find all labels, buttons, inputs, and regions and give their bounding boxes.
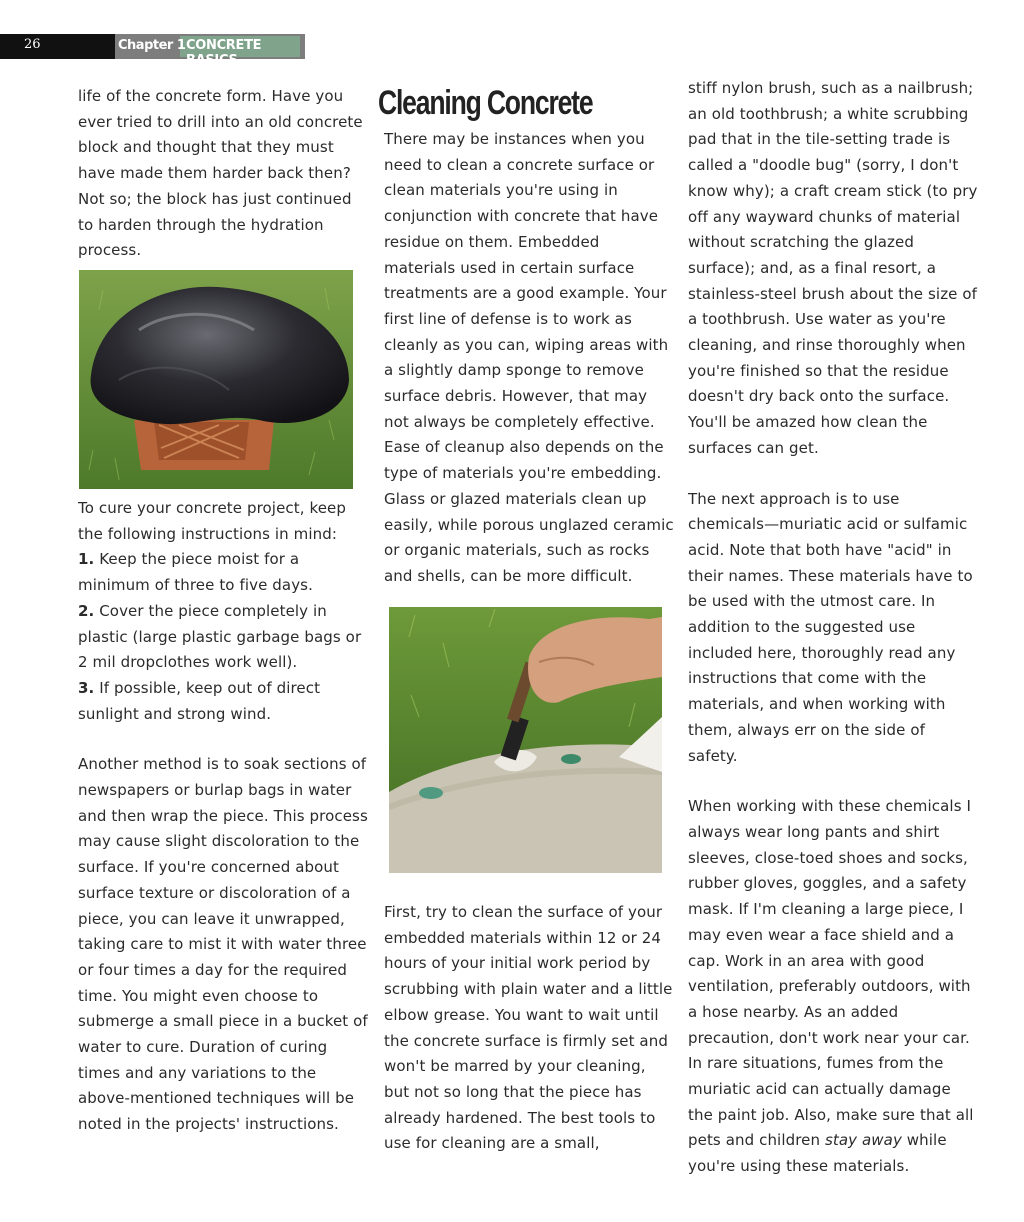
column-2-top: [384, 127, 674, 590]
photo-cleaning-tool: [389, 607, 662, 873]
chapter-title: CONCRETE BASICS: [186, 38, 262, 68]
paragraph: To cure your concrete project, keep the following instructions in mind:: [78, 499, 346, 543]
text-run: When working with these chemicals I always wear long pants and shirt sleeves, close-toed shoes and socks, rubber gloves, goggles, and a safety mask. If I'm cleaning a large piece, I may even wear a face shield and a cap. Work in an area with good ventilation, preferably outdoors, with a hose nearby. As an added precaution, don't work near your car. In rare situations, fumes from the muriatic acid can actually damage the paint job. Also, make sure that all pets and children: [688, 797, 974, 1150]
paragraph: First, try to clean the surface of your embedded materials within 12 or 24 hours of your initial work period by scrubbing with plain water and a little elbow grease. You want to wait until the concrete surface is firmly set and won't be marred by your cleaning, but not so long that the piece has already hardened. The best tools to use for cleaning are a small,: [384, 903, 673, 1153]
list-text: Cover the piece completely in plastic (large plastic garbage bags or 2 mil dropclothes work well).: [78, 601, 362, 672]
list-item: [78, 599, 368, 676]
paragraph: There may be instances when you need to clean a concrete surface or clean materials you're using in conjunction with concrete that have residue on them. Embedded materials used in certain surface treatments are a good example. Your first line of defense is to work as cleanly as you can, wiping areas with a slightly damp sponge to remove surface debris. However, that may not always be completely effective. Ease of cleanup also depends on the type of materials you're embedding. Glass or glazed materials clean up easily, while porous unglazed ceramic or organic materials, such as rocks and shells, can be more difficult.: [384, 130, 674, 585]
emphasis-text: stay away: [824, 1131, 902, 1150]
list-item: [78, 547, 368, 598]
column-1-top: [78, 84, 368, 264]
photo-illustration: [389, 607, 662, 873]
paragraph: [688, 794, 978, 1180]
paragraph: The next approach is to use chemicals—muriatic acid or sulfamic acid. Note that both have "acid" in their names. These materials have to be used with the utmost care. In addition to the suggested use included here, thoroughly read any instructions that come with the materials, and when working with them, always err on the side of safety.: [688, 489, 973, 765]
paragraph: life of the concrete form. Have you ever tried to drill into an old concrete block and thought that they must have made them harder back then? Not so; the block has just continued to harden through the hydration process.: [78, 87, 363, 260]
list-number: 1.: [78, 550, 95, 569]
paragraph: Another method is to soak sections of newspapers or burlap bags in water and then wrap the piece. This process may cause slight discoloration to the surface. If you're concerned about surface texture or discoloration of a piece, you can leave it unwrapped, taking care to mist it with water three or four times a day for the required time. You might even choose to submerge a small piece in a bucket of water to cure. Duration of curing times and any variations to the above-mentioned techniques will be noted in the projects' instructions.: [78, 755, 368, 1134]
list-text: If possible, keep out of direct sunlight and strong wind.: [78, 678, 321, 723]
section-heading: Cleaning Concrete: [378, 84, 593, 122]
column-1-bottom: [78, 496, 368, 1138]
list-number: 3.: [78, 678, 95, 697]
column-3: [688, 76, 978, 1180]
chapter-header: [0, 34, 310, 68]
photo-illustration: [79, 270, 353, 489]
column-2-bottom: [384, 900, 674, 1157]
photo-covered-concrete-form: [79, 270, 353, 489]
list-text: Keep the piece moist for a minimum of three to five days.: [78, 550, 313, 595]
chapter-label: Chapter 1: [118, 38, 186, 53]
list-number: 2.: [78, 601, 95, 620]
text-run: while you're using these materials.: [688, 1131, 947, 1176]
header-black-band: [0, 34, 115, 59]
page-number: 26: [24, 37, 41, 52]
paragraph: stiff nylon brush, such as a nailbrush; an old toothbrush; a white scrubbing pad that in the tile-setting trade is called a "doodle bug" (sorry, I don't know why); a craft cream stick (to pry off any wayward chunks of material without scratching the glazed surface); and, as a final resort, a stainless-steel brush about the size of a toothbrush. Use water as you're cleaning, and rinse thoroughly when you're finished so that the residue doesn't dry back onto the surface. You'll be amazed how clean the surfaces can get.: [688, 79, 978, 457]
list-item: [78, 676, 368, 727]
